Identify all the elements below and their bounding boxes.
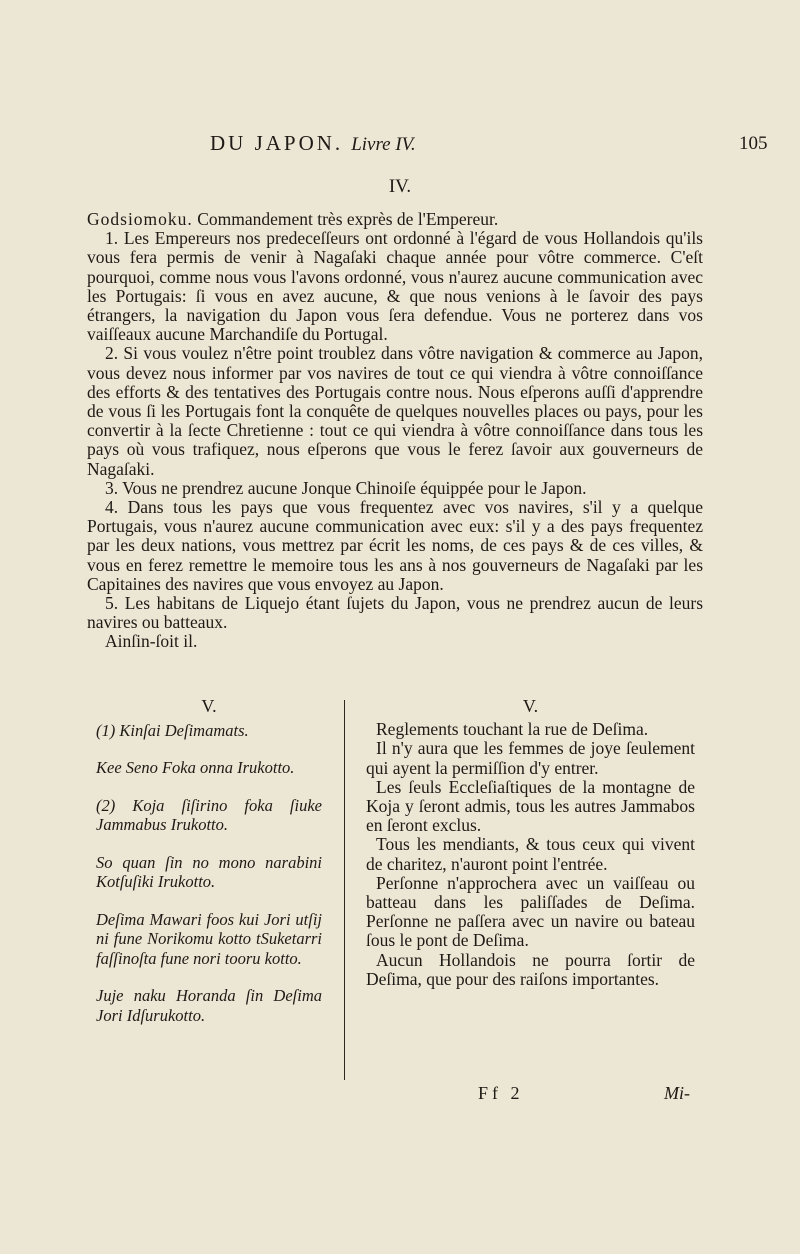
left-paragraph: (1) Kinſai Deſimamats. xyxy=(96,720,249,740)
left-paragraph: Deſima Mawari foos kui Jori utſij ni fune Norikomu kotto tSuketarri faſſinoſta fune nori tooru kotto. xyxy=(96,909,322,968)
column-divider xyxy=(344,700,345,1080)
signature-mark: Ff 2 xyxy=(478,1083,524,1103)
right-paragraph: Les ſeuls Eccleſiaſtiques de la montagne de Koja y ſeront admis, tous les autres Jammabos en ſeront exclus. xyxy=(366,776,695,836)
running-title: DU JAPON. xyxy=(210,131,344,155)
right-paragraph: Perſonne n'approchera avec un vaiſſeau ou batteau dans les paliſſades de Deſima. Perſonne ne paſſera avec un navire ou bateau ſous le pont de Deſima. xyxy=(366,872,695,951)
running-header xyxy=(210,131,620,156)
left-paragraph: Kee Seno Foka onna Irukotto. xyxy=(96,758,295,777)
title-caps: Godsiomoku. xyxy=(87,209,193,229)
left-paragraph: So quan ſin no mono narabini Kotſuſiki Irukotto. xyxy=(96,852,322,891)
section-iv-numeral: IV. xyxy=(388,176,412,197)
right-column xyxy=(366,697,695,989)
right-column-numeral: V. xyxy=(522,696,539,716)
right-paragraph: Tous les mendiants, & tous ceux qui vivent de charitez, n'auront point l'entrée. xyxy=(366,834,695,874)
article-3: 3. Vous ne prendrez aucune Jonque Chinoiſe équippée pour le Japon. xyxy=(105,477,587,498)
title-rest: Commandement très exprès de l'Empereur. xyxy=(197,209,499,229)
page-number: 105 xyxy=(739,133,768,154)
left-column-numeral: V. xyxy=(201,696,217,716)
article-1: 1. Les Empereurs nos predeceſſeurs ont ordonné à l'égard de vous Hollandois qu'ils vous fera permis de venir à Nagaſaki chaque année pour vôtre commerce. C'eſt pourquoi, comme nous vous l'avons ordonné, vous n'aurez aucune communication avec les Portugais: ſi vous en avez aucune, & que nous venions à le ſavoir des pays étrangers, la navigation du Japon vous ſera defendue. Vous ne porterez dans vos vaiſſeaux aucune Marchandiſe du Portugal. xyxy=(87,228,703,345)
left-paragraph: (2) Koja ſiſirino foka ſiuke Jammabus Irukotto. xyxy=(96,795,322,834)
section-iv-title xyxy=(87,210,703,229)
section-iv-text xyxy=(87,210,703,652)
book-label: Livre IV. xyxy=(351,134,416,155)
right-paragraph: Reglements touchant la rue de Deſima. xyxy=(376,719,649,740)
article-2: 2. Si vous voulez n'être point troublez dans vôtre navigation & commerce au Japon, vous devez nous informer par vos navires de tout ce qui viendra à vôtre connoiſſance des efforts & des tentatives des Portugais contre nous. Nous eſperons auſſi d'apprendre de vous ſi les Portugais font la conquête de quelques nouvelles places ou pays, pour les convertir à la ſecte Chretienne : tout ce qui viendra à vôtre connoiſſance dans tous les pays où vous trafiquez, nous eſperons que vous le ferez ſavoir aux gouverneurs de Nagaſaki. xyxy=(87,343,703,479)
right-paragraph: Aucun Hollandois ne pourra ſortir de Deſima, que pour des raiſons importantes. xyxy=(366,949,695,989)
article-4: 4. Dans tous les pays que vous frequentez avec vos navires, s'il y a quelque Portugais, vous n'aurez aucune communication avec eux: s'il y a des pays frequentez par les deux nations, vous mettrez par écrit les noms, de ces pays & de ces villes, & vous en ferez remettre le memoire tous les ans à nos gouverneurs de Nagaſaki par les Capitaines des navires que vous envoyez au Japon. xyxy=(87,497,703,594)
left-paragraph: Juje naku Horanda ſin Deſima Jori Idſurukotto. xyxy=(96,986,322,1025)
right-paragraph: Il n'y aura que les femmes de joye ſeulement qui ayent la permiſſion d'y entrer. xyxy=(366,738,695,778)
article-5: 5. Les habitans de Liquejo étant ſujets du Japon, vous ne prendrez aucun de leurs navires ou batteaux. xyxy=(87,593,703,633)
left-column xyxy=(96,697,322,1043)
catchword: Mi- xyxy=(664,1083,690,1103)
closing-line: Ainſin-ſoit il. xyxy=(105,631,198,652)
